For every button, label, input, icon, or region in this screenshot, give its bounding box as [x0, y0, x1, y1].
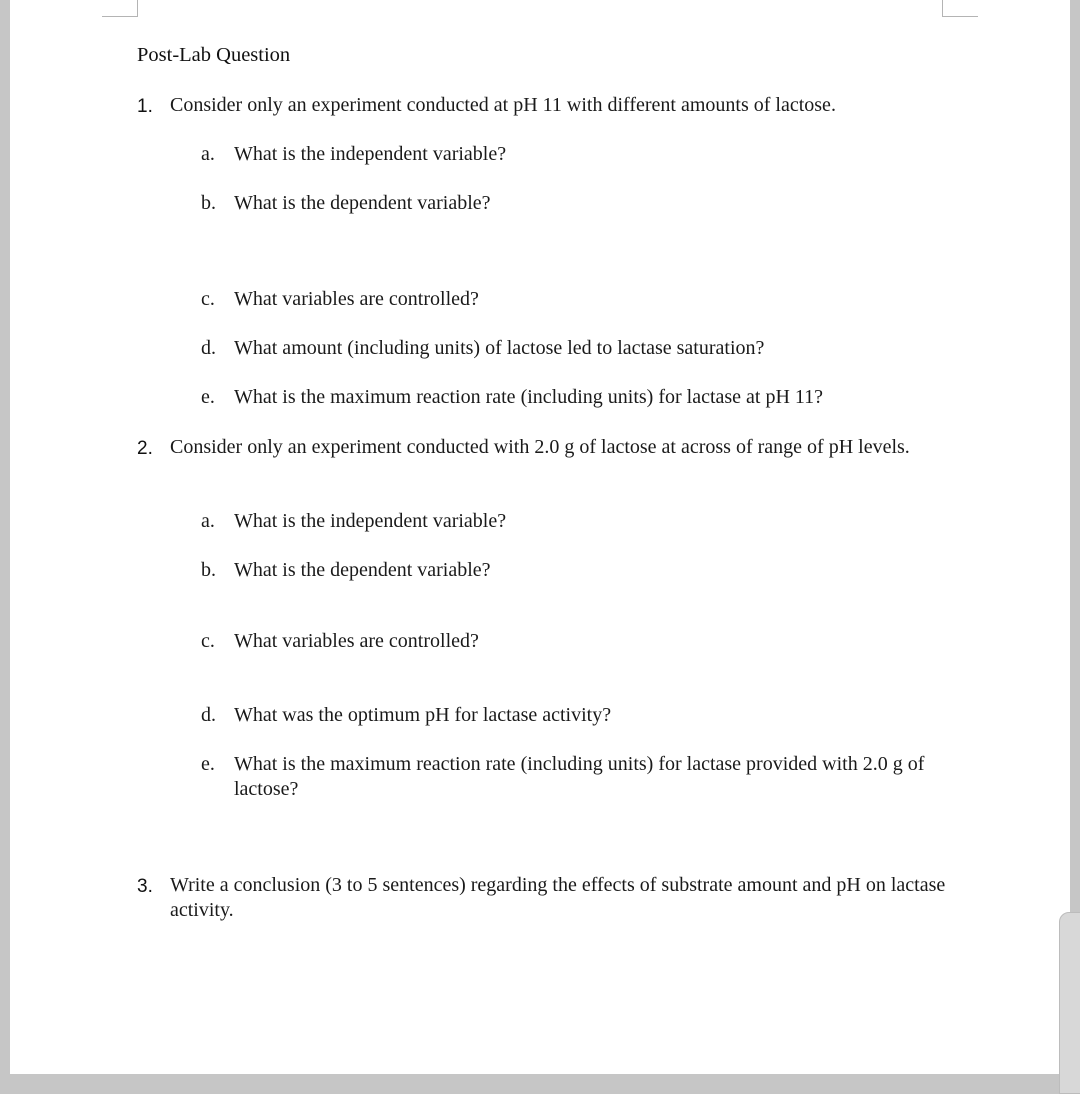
question-2d-text: What was the optimum pH for lactase activity? — [234, 704, 612, 726]
question-1-number: 1. — [137, 96, 153, 117]
question-2a-letter: a. — [201, 510, 215, 532]
crop-mark-top-left — [102, 0, 138, 17]
question-1d-letter: d. — [201, 337, 216, 359]
question-1d-text: What amount (including units) of lactose led to lactase saturation? — [234, 337, 765, 359]
question-2-text: Consider only an experiment conducted with 2.0 g of lactose at across of range of pH levels. — [170, 436, 910, 458]
crop-mark-top-right — [942, 0, 978, 17]
question-3-text: Write a conclusion (3 to 5 sentences) regarding the effects of substrate amount and pH on lactase activity. — [170, 874, 946, 921]
question-1c-text: What variables are controlled? — [234, 288, 479, 310]
question-2a-text: What is the independent variable? — [234, 510, 507, 532]
question-2d-letter: d. — [201, 704, 216, 726]
question-1a-letter: a. — [201, 143, 215, 165]
question-1e-letter: e. — [201, 386, 215, 408]
question-2b-letter: b. — [201, 559, 216, 581]
question-2c-text: What variables are controlled? — [234, 630, 479, 652]
page-title: Post-Lab Question — [137, 44, 291, 66]
question-1e-text: What is the maximum reaction rate (including units) for lactase at pH 11? — [234, 386, 824, 408]
question-1b-text: What is the dependent variable? — [234, 192, 491, 214]
question-2b-text: What is the dependent variable? — [234, 559, 491, 581]
question-2c-letter: c. — [201, 630, 215, 652]
question-2e-text: What is the maximum reaction rate (including units) for lactase provided with 2.0 g of lactose? — [234, 753, 925, 800]
question-1c-letter: c. — [201, 288, 215, 310]
scrollbar-handle[interactable] — [1059, 912, 1080, 1094]
question-1a-text: What is the independent variable? — [234, 143, 507, 165]
question-3-number: 3. — [137, 876, 153, 897]
question-2-number: 2. — [137, 438, 153, 459]
document-page — [10, 0, 1070, 1074]
question-1-text: Consider only an experiment conducted at pH 11 with different amounts of lactose. — [170, 94, 836, 116]
question-2e-letter: e. — [201, 753, 215, 775]
question-1b-letter: b. — [201, 192, 216, 214]
